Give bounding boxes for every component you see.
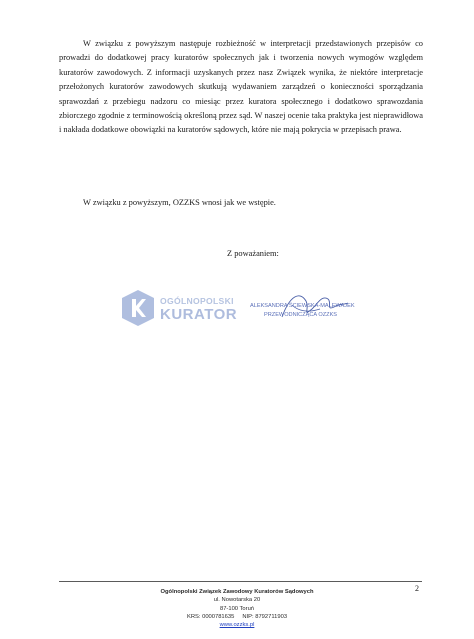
regards-text: Z poważaniem:	[227, 249, 279, 258]
kurator-k-icon	[120, 289, 156, 327]
footer-website-link[interactable]: www.ozzks.pl	[219, 622, 255, 629]
stamp-name: ALEKSANDRA ŚCIEWSKA-MALEWAJEK	[250, 303, 355, 309]
footer	[0, 588, 474, 629]
logo-text-line2: KURATOR	[160, 306, 238, 323]
logo-text-line1: OGÓLNOPOLSKI	[160, 296, 234, 306]
footer-divider	[59, 581, 422, 582]
signature-stamp	[250, 301, 360, 331]
footer-street: ul. Nowotarska 20	[213, 597, 261, 604]
body-paragraph-1: W związku z powyższym następuje rozbieżność w interpretacji przedstawionych przepisów co prowadzi do dodatkowej pracy kuratorów społecznych jak i tworzenia nowych wymogów względem kuratorów zawodowych. Z informacji uzyskanych przez nasz Związek wynika, że niektóre interpretacje przełożonych kuratorów zawodowych skutkują wydawaniem zarządzeń o konieczności sporządzania sprawozdań z przebiegu nadzoru co miesiąc przez kuratora społecznego i dodatkowo sprawozdania zbiorczego zgodnie z terminowością określoną przez sąd. W naszej ocenie taka praktyka jest nieprawidłowa i nakłada dodatkowe obowiązki na kuratorów sądowych, które nie mają pokrycia w przepisach prawa.	[59, 39, 423, 135]
body-paragraph-2: W związku z powyższym, OZZKS wnosi jak we wstępie.	[83, 198, 276, 207]
stamp-title: PRZEWODNICZĄCA OZZKS	[264, 312, 338, 318]
footer-organization: Ogólnopolski Związek Zawodowy Kuratorów Sądowych	[160, 589, 314, 595]
footer-registry	[0, 613, 474, 621]
footer-nip: NIP: 8792711903	[242, 613, 288, 620]
page-number: 2	[415, 584, 419, 593]
footer-city: 87-100 Toruń	[219, 605, 255, 612]
footer-krs: KRS: 0000781635	[186, 613, 235, 620]
ozzks-logo	[120, 289, 238, 335]
